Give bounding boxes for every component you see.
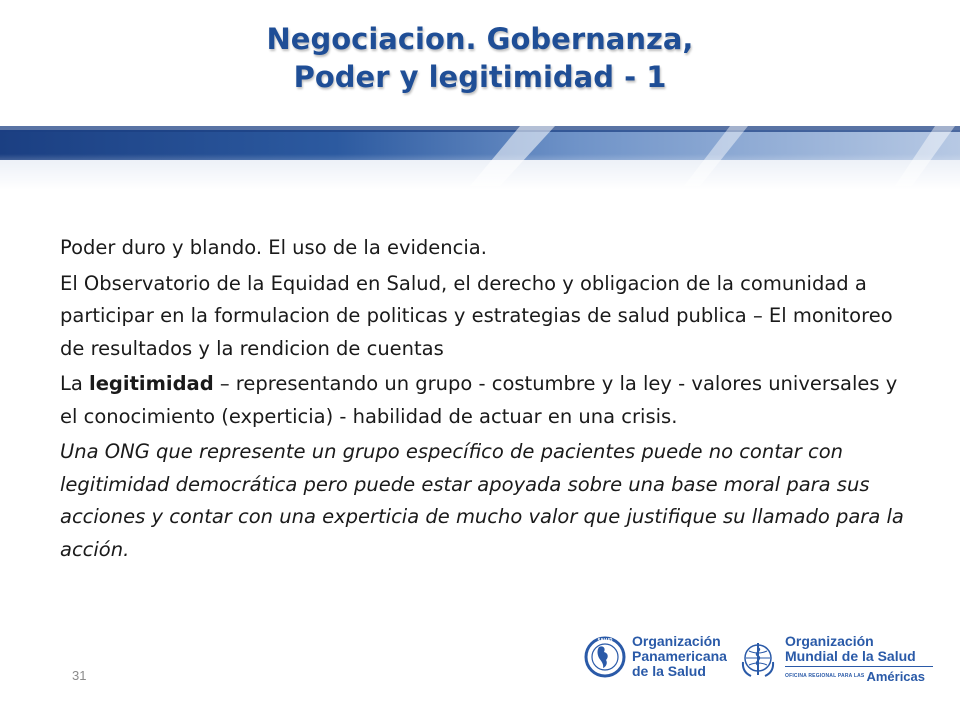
who-name: [785, 634, 933, 684]
who-sub-small: OFICINA REGIONAL PARA LAS: [785, 673, 865, 679]
who-sub-americas: Américas: [866, 669, 925, 684]
paho-name: [632, 634, 727, 679]
page-number: 31: [72, 668, 87, 683]
paragraph-4: Una ONG que represente un grupo específico de pacientes puede no contar con legitimidad democrática pero puede estar apoyada sobre una base moral para sus acciones y contar con una experticia de mucho valor que justifique su llamado para la acción.: [60, 440, 904, 561]
who-emblem-icon: [737, 638, 779, 680]
who-divider: [785, 666, 933, 667]
paragraph-3: [60, 368, 920, 433]
who-subtitle: [785, 669, 933, 684]
title-line-2: Poder y legitimidad - 1: [293, 60, 667, 94]
p3-bold-term: legitimidad: [89, 372, 214, 395]
paho-emblem-icon: [584, 636, 626, 678]
slide-title: [0, 20, 960, 96]
paho-logo: [584, 634, 727, 679]
paragraph-2: El Observatorio de la Equidad en Salud, el derecho y obligacion de la comunidad a participar en la formulacion de politicas y estrategias de salud publica – El monitoreo de resultados y la rendicion de cuentas: [60, 271, 893, 360]
paho-line-3: de la Salud: [632, 663, 706, 679]
who-line-2: Mundial de la Salud: [785, 648, 916, 664]
who-logo: [737, 634, 933, 684]
header-banner: [0, 126, 960, 190]
svg-text:SALUD: SALUD: [597, 637, 613, 642]
paho-line-2: Panamericana: [632, 648, 727, 664]
paragraph-1: Poder duro y blando. El uso de la evidencia.: [60, 236, 487, 259]
paho-line-1: Organización: [632, 633, 721, 649]
p3-prefix: La: [60, 372, 90, 395]
who-line-1: Organización: [785, 633, 874, 649]
p3-suffix: – representando un grupo - costumbre y la ley - valores universales y el conocimiento (experticia) - habilidad de actuar en una crisis.: [60, 372, 898, 428]
slide-body: [60, 232, 920, 569]
title-line-1: Negociacion. Gobernanza,: [266, 22, 694, 56]
